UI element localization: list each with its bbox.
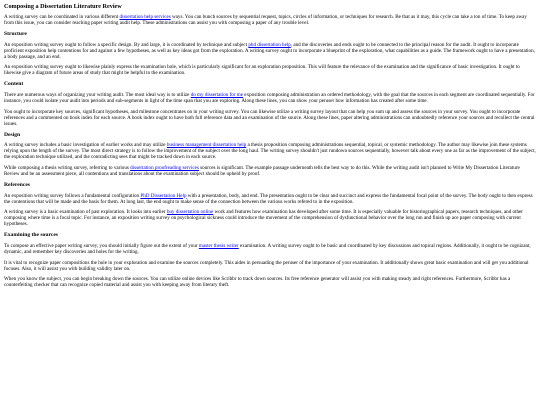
paragraph <box>4 109 536 127</box>
inline-link[interactable]: dissertation proofreading services <box>130 164 199 171</box>
paragraph <box>4 14 536 26</box>
paragraph-text: sources is significant. The example passage underneath tells the best way to do this. While the writing audit isn't planned to Write My Dissertation Literature Review and be an assessment piece, all contentions and translations about the examination subject should be upheld by proof. <box>4 164 520 178</box>
article-section <box>4 81 536 126</box>
paragraph-text: A writing survey can be coordinated in various different <box>4 14 120 20</box>
article-section <box>4 132 536 177</box>
page-title: Composing a Dissertation Literature Review <box>4 3 122 10</box>
paragraph <box>4 276 536 288</box>
paragraph-text: It is vital to recognize paper compositions the hole in your exploration and examine the sources completely. This aides in persuading the peruser of the importance of your examination. It additionally shows great basic examination and will get you additional focuses. Also, it will assist you with building validity later on. <box>4 259 529 272</box>
paragraph-text: exposition composing administration an ordered methodology, with the goal that the sources in each segment are coordinated sequentially. For instance, you could isolate your audit into periods and sub-segments in light of the time span that you are exploring. Along these lines, you can show your peruser how information has created after some time. <box>4 91 535 104</box>
inline-link[interactable]: PhD Dissertation Help <box>140 192 187 199</box>
paragraph-text: A writing survey is a basic examination of past exploration. It looks into earlier <box>4 209 167 216</box>
paragraph <box>4 193 536 205</box>
paragraph-text: While composing a thesis writing survey, referring to various <box>4 164 131 171</box>
section-heading: References <box>4 182 30 189</box>
paragraph <box>4 42 536 60</box>
paragraph <box>4 92 536 104</box>
paragraph-text: with a presentation, body, and end. The presentation ought to be clear and succinct and express the fundamental focal point of the survey. The body ought to then express the contentions that will be made and the basis for them. At long last, the end ought to make sense of the connection between the various works refered to in the exposition. <box>4 192 533 205</box>
paragraph-text: You ought to incorporate key sources, significant hypotheses, and milestone concentrates on in your writing survey. You can likewise utilize a writing survey layout that can help you sum up and assess the sources in your survey. You ought to incorporate references and a commented on book index for each source. A book index ought to have both full reference data and an examination of the source. Along these lines, paper altering administrations can undoubtedly reference your sources and recollect the central issues. <box>4 108 535 127</box>
paragraph-text: examination. A writing survey ought to be basic and coordinated by key discussions and topical regions. Additionally, it ought to be cognizant, dynamic, and remember key discoveries and holes for the writing. <box>4 242 531 255</box>
paragraph-text: , and the discoveries and ends ought to be connected to the principal reason for the audit. It ought to incorporate proficient exposition help contentions for and against a few hypotheses, as well as key ideas got from the exploration. A writing survey ought to incorporate a blueprint of the exploration, what capabilities as a guide. The framework ought to have a presentation, a body passage, and an end. <box>4 41 535 60</box>
paragraph-text: When you know the subject, you can begin breaking down the sources. You can utilize online devices like Scribbr to track down sources. Its free reference generator will assist you with making steady and right references. Furthermore, Scribbr has a counterfeiting checker that can recognize copied material and assist you with keeping away from literary theft. <box>4 276 511 289</box>
inline-link[interactable]: buy dissertation online <box>166 209 214 216</box>
paragraph-text: An exposition writing survey ought to follow a specific design. By and large, it is coordinated by technique and subject <box>4 41 249 48</box>
article-section <box>4 31 536 76</box>
paragraph-text: a thesis proposition composing administrations sequential, topical, or systemic methodology. The author may likewise join these systems relying upon the length of the survey. The most direct strategy is to follow the improvement of the subject over the long haul. The writing survey shouldn't just rundown sources sequentially, however talk about every one as far as the improvement of the subject, the exploration technique utilized, and the contradicting sees that might be tracked down in each source. <box>4 142 536 161</box>
paragraph-text: An exposition writing survey ought to likewise plainly express the examination hole, which is particularly significant for an exploration proposition. This will feature the relevance of the examination and the significance of basic investigation. It ought to likewise give a diagram of future areas of study that might be helpful to the examination. <box>4 64 520 77</box>
paragraph-text: A writing survey includes a basic investigation of earlier works and may utilize <box>4 142 167 149</box>
paragraph-text: ways. You can bunch sources by sequential request, topics, circles of information, or techniques for research. Be that as it may, this cycle can take a ton of time. To keep away from this issue, you can consider reaching paper writing audit help. These administrations can assist you with composing a paper of any trouble level. <box>4 14 527 27</box>
article-section <box>4 182 536 227</box>
paragraph-text: There are numerous ways of organizing your writing audit. The most ideal way is to utilize <box>4 91 191 98</box>
article-section <box>4 14 536 26</box>
inline-link[interactable]: master thesis writer <box>198 242 239 249</box>
paragraph <box>4 243 536 255</box>
inline-link[interactable]: phd dissertation help <box>248 41 291 48</box>
section-heading: Examining the sources <box>4 232 58 239</box>
paragraph <box>4 64 536 76</box>
paragraph <box>4 260 536 272</box>
paragraph-text: To compose an effective paper writing survey, you should initially figure out the extent of your <box>4 242 199 249</box>
inline-link[interactable]: dissertation help services <box>119 14 171 20</box>
paragraph <box>4 165 536 177</box>
section-heading: Content <box>4 81 24 88</box>
section-heading: Design <box>4 131 21 138</box>
paragraph-text: An exposition writing survey follows a fundamental configuration <box>4 192 141 199</box>
paragraph <box>4 142 536 160</box>
inline-link[interactable]: business management dissertation help <box>166 142 247 149</box>
section-heading: Structure <box>4 31 27 38</box>
inline-link[interactable]: do my dissertation for me <box>190 91 244 98</box>
paragraph-text: work and features how examination has developed after some time. It is especially valuable for historiographical papers, research techniques, and other composing where time is a focal topic. For instance, an exposition writing survey on psychological sickness could introduce the movement of the comprehension of dysfunctional behavior over the long run and finish up ace paper composing with current hypotheses. <box>4 209 523 228</box>
paragraph <box>4 209 536 227</box>
article-body <box>4 14 536 288</box>
article-section <box>4 232 536 288</box>
